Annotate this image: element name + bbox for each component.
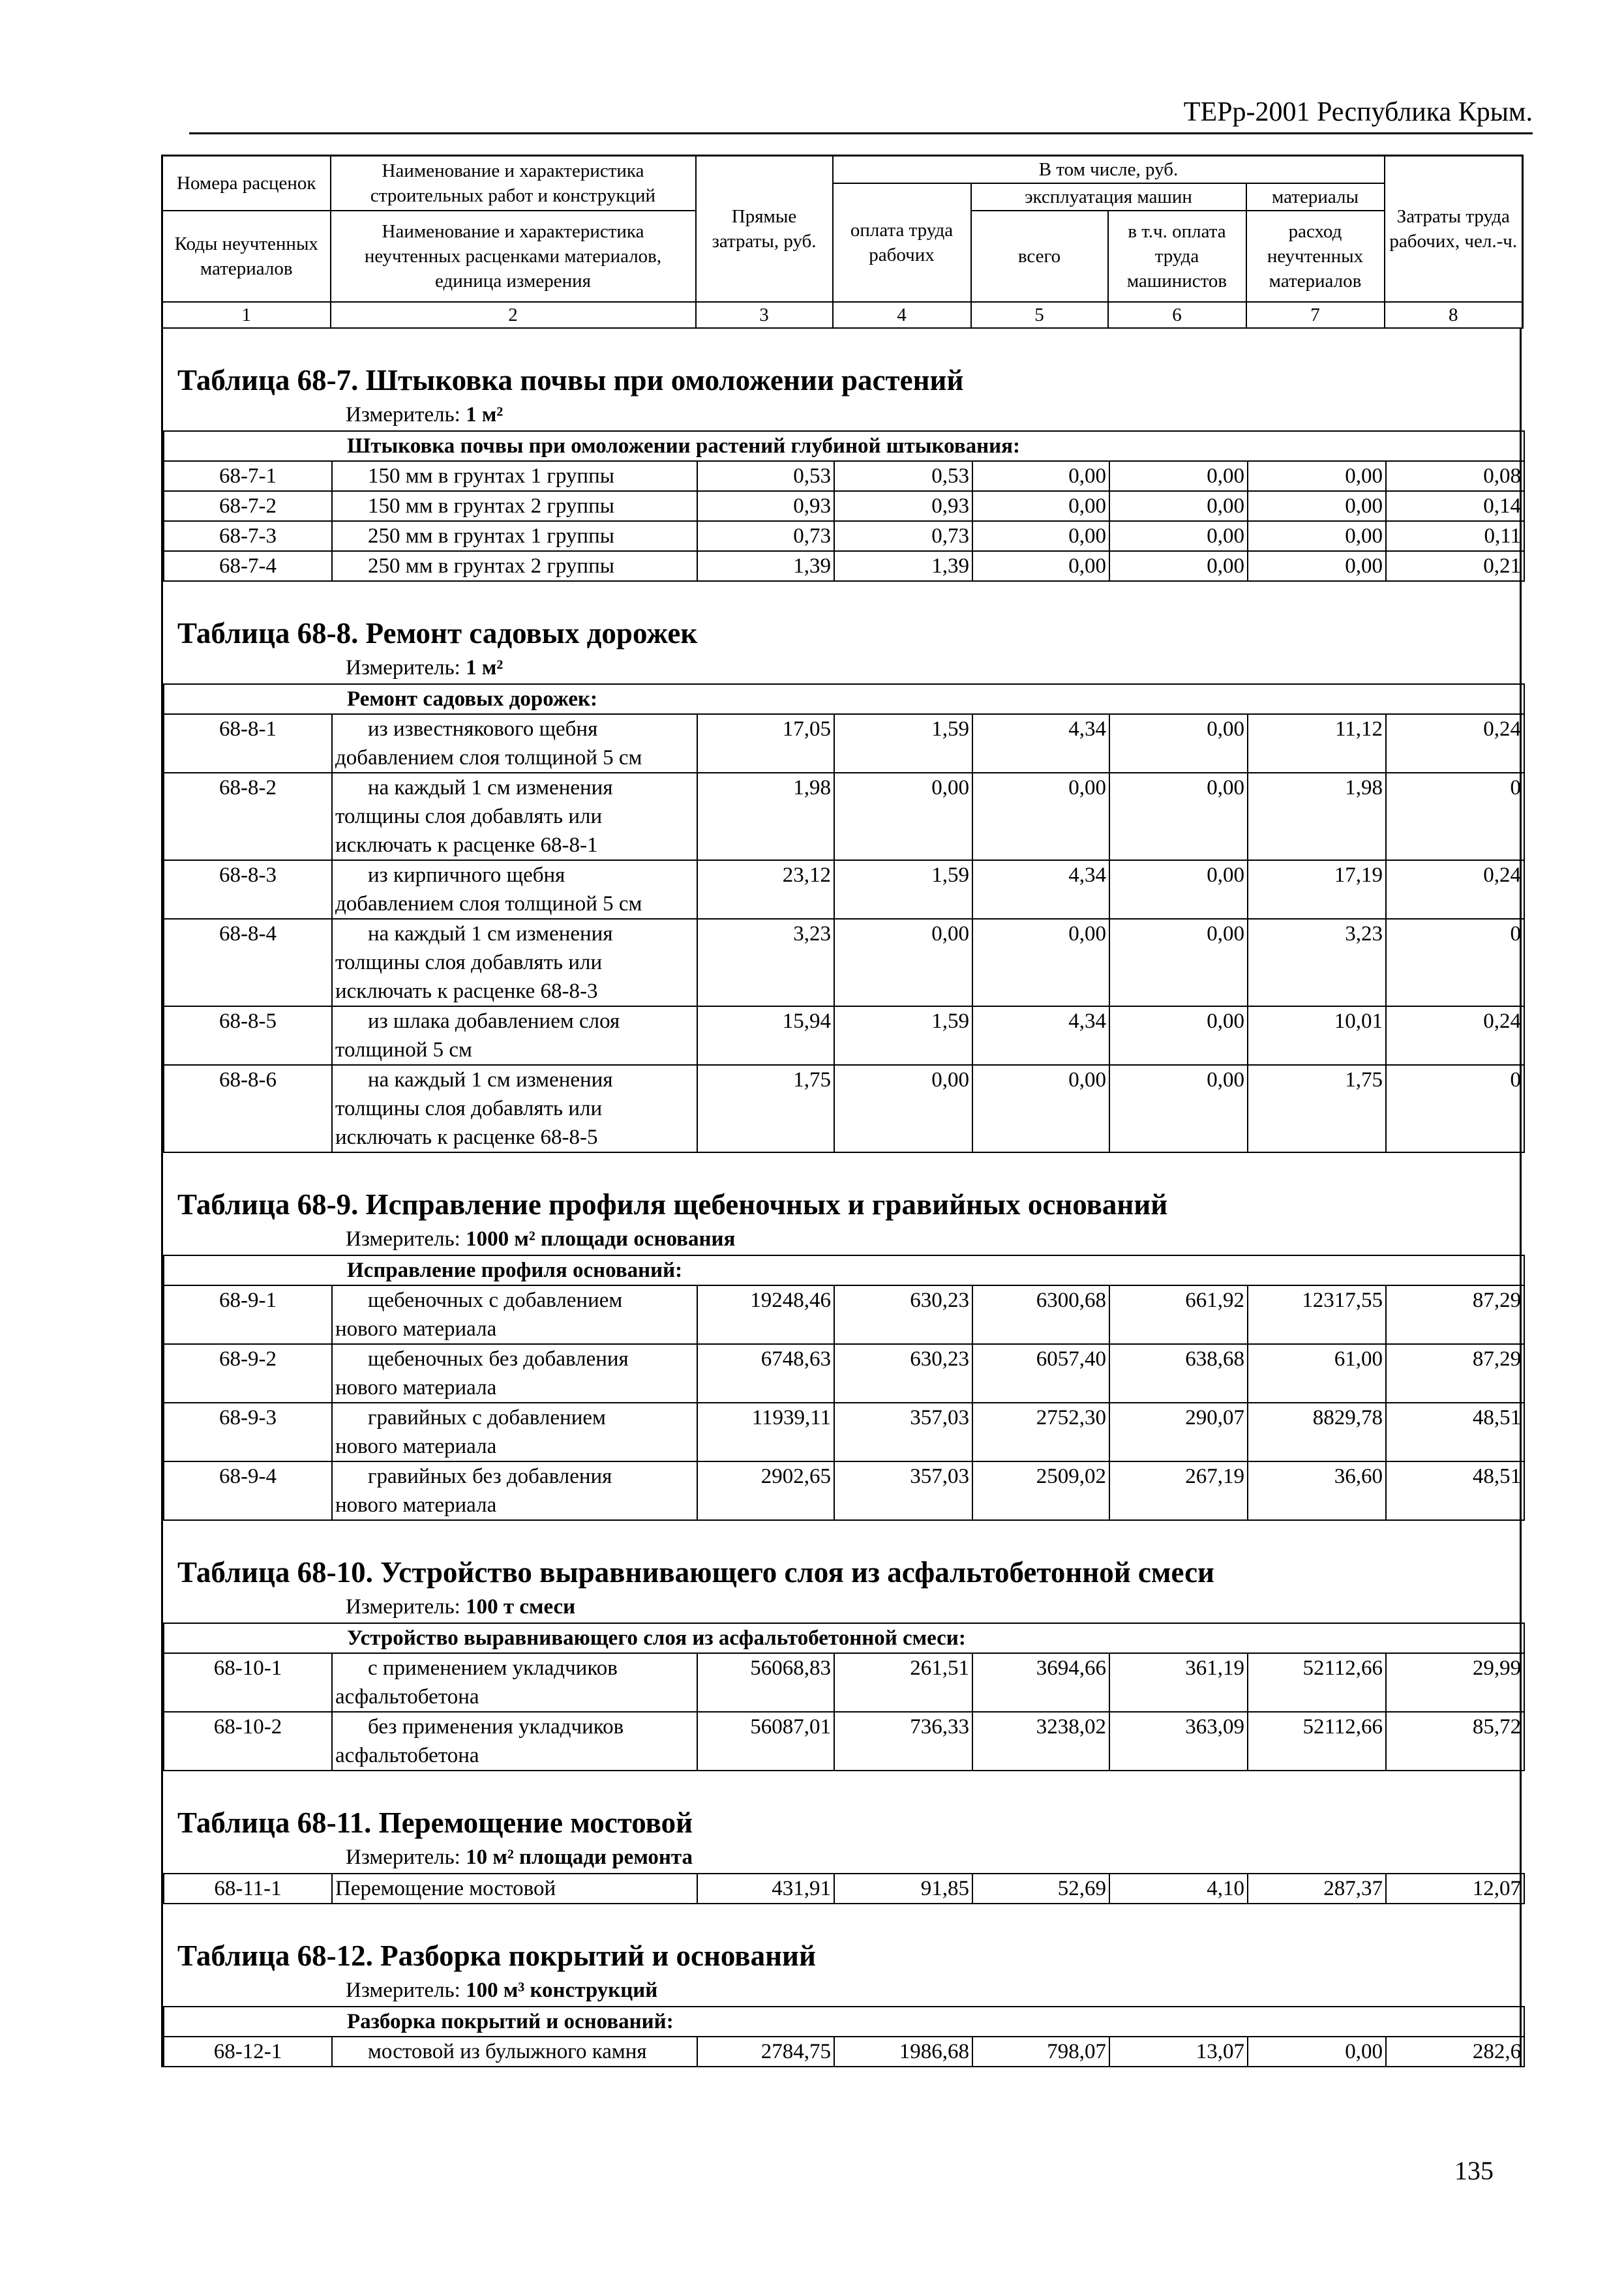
work-description [332,860,697,919]
cost-value: 0,00 [972,919,1109,1006]
description-line: асфальтобетона [335,1743,479,1767]
column-number: 7 [1246,302,1385,328]
cost-value: 261,51 [834,1653,972,1712]
cost-value: 0,00 [1109,551,1248,581]
description-line: нового материала [335,1317,497,1341]
cost-value: 52112,66 [1248,1712,1386,1771]
cost-value: 12317,55 [1248,1285,1386,1344]
cost-value: 0,00 [1109,919,1248,1006]
description-line: нового материала [335,1434,497,1458]
description-line: на каждый 1 см изменения [368,1068,613,1092]
description-line: 250 мм в грунтах 1 группы [368,524,614,548]
cost-value: 1,59 [834,1006,972,1065]
header-including-group: В том числе, руб. [833,156,1385,183]
cost-value: 0,73 [834,521,972,551]
column-number: 1 [162,302,331,328]
cost-value: 91,85 [834,1874,972,1904]
rate-code: 68-12-1 [164,2037,332,2067]
cost-value: 0,93 [834,491,972,521]
cost-value: 0,00 [972,1065,1109,1152]
cost-value: 282,6 [1386,2037,1524,2067]
table-row [164,1065,1524,1152]
cost-value: 3238,02 [972,1712,1109,1771]
rate-table [163,1623,1525,1771]
cost-value: 17,05 [697,714,834,773]
cost-value: 0,24 [1386,860,1524,919]
header-machines-total: всего [971,211,1108,302]
cost-value: 29,99 [1386,1653,1524,1712]
work-description [332,714,697,773]
cost-value: 1,98 [697,773,834,860]
measure-unit-label: Измеритель: [346,655,466,680]
description-line: гравийных без добавления [368,1464,612,1488]
column-number: 2 [331,302,696,328]
cost-value: 0,00 [1248,461,1386,491]
cost-value: 0,21 [1386,551,1524,581]
cost-value: 15,94 [697,1006,834,1065]
measure-unit-value: 100 м³ конструкций [466,1978,658,2002]
rate-table-section [161,1153,1522,1521]
cost-value: 0,00 [972,551,1109,581]
rate-table-section [161,1521,1522,1771]
header-work-name: Наименование и характеристика строительных работ и конструкций [331,156,696,211]
cost-value: 357,03 [834,1461,972,1520]
cost-value: 85,72 [1386,1712,1524,1771]
cost-value: 0,00 [1248,551,1386,581]
description-line: 150 мм в грунтах 1 группы [368,464,614,488]
description-line: толщины слоя добавлять или [335,804,603,828]
cost-value: 0 [1386,773,1524,860]
cost-value: 0,00 [1109,860,1248,919]
cost-value: 638,68 [1109,1344,1248,1403]
measure-unit-value: 100 т смеси [466,1594,576,1619]
table-row [164,2037,1524,2067]
rate-code: 68-9-4 [164,1461,332,1520]
cost-value: 56068,83 [697,1653,834,1712]
cost-value: 2752,30 [972,1403,1109,1461]
measure-unit-label: Измеритель: [346,1845,466,1869]
rate-table [163,1873,1525,1904]
cost-value: 0,00 [972,773,1109,860]
cost-value: 0,00 [1109,714,1248,773]
cost-value: 8829,78 [1248,1403,1386,1461]
header-material-names: Наименование и характеристика неучтенных расценками материалов, единица измерения [331,211,696,302]
cost-value: 0,00 [1109,773,1248,860]
header-direct-costs: Прямые затраты, руб. [696,156,833,302]
cost-value: 3,23 [1248,919,1386,1006]
cost-value: 19248,46 [697,1285,834,1344]
cost-value: 17,19 [1248,860,1386,919]
table-subheading: Ремонт садовых дорожек: [164,684,1524,714]
description-line: щебеночных с добавлением [368,1288,623,1312]
table-row [164,1874,1524,1904]
rate-code: 68-7-1 [164,461,332,491]
cost-value: 0,00 [1248,2037,1386,2067]
table-row [164,551,1524,581]
section-title: Таблица 68-9. Исправление профиля щебеночных и гравийных оснований [177,1188,1168,1221]
cost-value: 0,00 [1248,491,1386,521]
header-labor-hours: Затраты труда рабочих, чел.-ч. [1385,156,1523,302]
work-description [332,1874,697,1904]
cost-value: 4,10 [1109,1874,1248,1904]
cost-value: 0,00 [834,773,972,860]
cost-value: 290,07 [1109,1403,1248,1461]
cost-value: 36,60 [1248,1461,1386,1520]
section-title: Таблица 68-11. Перемощение мостовой [177,1806,693,1839]
description-line: 150 мм в грунтах 2 группы [368,494,614,518]
description-line: из известнякового щебня [368,717,598,741]
rate-code: 68-8-1 [164,714,332,773]
table-row [164,773,1524,860]
rate-table-section [161,1771,1522,1904]
table-row [164,521,1524,551]
cost-value: 1,39 [697,551,834,581]
cost-value: 267,19 [1109,1461,1248,1520]
measure-unit [163,402,1520,430]
work-description [332,1285,697,1344]
work-description [332,1712,697,1771]
table-subheading: Штыковка почвы при омоложении растений глубиной штыкования: [164,431,1524,461]
cost-value: 52112,66 [1248,1653,1386,1712]
measure-unit-label: Измеритель: [346,1978,466,2002]
measure-unit-value: 10 м² площади ремонта [466,1845,693,1869]
cost-value: 798,07 [972,2037,1109,2067]
description-line: добавлением слоя толщиной 5 см [335,745,642,770]
cost-value: 0,00 [972,461,1109,491]
rate-table [163,683,1525,1153]
description-line: исключать к расценке 68-8-5 [335,1125,598,1149]
description-line: с применением укладчиков [368,1656,618,1680]
cost-value: 0,00 [972,491,1109,521]
cost-value: 48,51 [1386,1403,1524,1461]
rate-table-section [161,329,1522,582]
measure-unit [163,1226,1520,1255]
description-line: без применения укладчиков [368,1714,624,1739]
description-line: Перемощение мостовой [335,1876,556,1900]
cost-value: 48,51 [1386,1461,1524,1520]
column-number: 4 [833,302,971,328]
cost-value: 11939,11 [697,1403,834,1461]
cost-value: 0,08 [1386,461,1524,491]
rate-code: 68-10-1 [164,1653,332,1712]
rate-code: 68-8-4 [164,919,332,1006]
description-line: нового материала [335,1375,497,1399]
cost-value: 361,19 [1109,1653,1248,1712]
column-header-table [161,155,1524,329]
work-description [332,1461,697,1520]
table-row [164,491,1524,521]
work-description [332,1344,697,1403]
table-row [164,1344,1524,1403]
cost-value: 1,98 [1248,773,1386,860]
cost-value: 630,23 [834,1344,972,1403]
description-line: 250 мм в грунтах 2 группы [368,554,614,578]
rate-code: 68-9-2 [164,1344,332,1403]
cost-value: 87,29 [1386,1344,1524,1403]
cost-value: 1986,68 [834,2037,972,2067]
rate-code: 68-8-5 [164,1006,332,1065]
description-line: толщины слоя добавлять или [335,1096,603,1120]
description-line: асфальтобетона [335,1684,479,1709]
cost-value: 2784,75 [697,2037,834,2067]
cost-value: 0,24 [1386,714,1524,773]
description-line: нового материала [335,1493,497,1517]
description-line: из кирпичного щебня [368,863,565,887]
sections-container [161,329,1522,2067]
cost-value: 3,23 [697,919,834,1006]
table-row [164,860,1524,919]
cost-value: 6300,68 [972,1285,1109,1344]
header-materials: материалы [1246,183,1385,211]
cost-value: 431,91 [697,1874,834,1904]
header-machines: эксплуатация машин [971,183,1246,211]
cost-value: 0,11 [1386,521,1524,551]
rate-table [163,430,1525,582]
cost-value: 1,59 [834,860,972,919]
cost-value: 1,75 [1248,1065,1386,1152]
table-subheading: Устройство выравнивающего слоя из асфальтобетонной смеси: [164,1623,1524,1653]
cost-value: 12,07 [1386,1874,1524,1904]
cost-value: 0,53 [697,461,834,491]
cost-value: 0,00 [1109,1065,1248,1152]
cost-value: 6748,63 [697,1344,834,1403]
table-subheading: Исправление профиля оснований: [164,1255,1524,1285]
table-row [164,1006,1524,1065]
section-title: Таблица 68-7. Штыковка почвы при омоложении растений [177,363,964,396]
cost-value: 11,12 [1248,714,1386,773]
table-row [164,1285,1524,1344]
rate-code: 68-9-3 [164,1403,332,1461]
cost-value: 56087,01 [697,1712,834,1771]
measure-unit-label: Измеритель: [346,1227,466,1251]
rates-document [161,155,1522,2067]
cost-value: 3694,66 [972,1653,1109,1712]
work-description [332,1065,697,1152]
cost-value: 0,00 [834,1065,972,1152]
cost-value: 0,00 [1248,521,1386,551]
cost-value: 363,09 [1109,1712,1248,1771]
rate-table-section [161,1904,1522,2067]
cost-value: 0,24 [1386,1006,1524,1065]
rate-code: 68-8-3 [164,860,332,919]
measure-unit-label: Измеритель: [346,402,466,426]
measure-unit [163,1594,1520,1623]
header-rate-numbers: Номера расценок [162,156,331,211]
cost-value: 0,93 [697,491,834,521]
page-number: 135 [1454,2156,1494,2185]
cost-value: 0 [1386,1065,1524,1152]
cost-value: 630,23 [834,1285,972,1344]
work-description [332,2037,697,2067]
cost-value: 0,00 [834,919,972,1006]
cost-value: 52,69 [972,1874,1109,1904]
description-line: гравийных с добавлением [368,1405,606,1429]
work-description [332,1653,697,1712]
rate-table [163,2006,1525,2067]
section-title: Таблица 68-12. Разборка покрытий и оснований [177,1939,816,1972]
measure-unit-value: 1 м² [466,655,504,680]
work-description [332,461,697,491]
description-line: мостовой из булыжного камня [368,2039,647,2063]
page-header: ТЕРр-2001 Республика Крым. [1183,97,1533,127]
cost-value: 0,53 [834,461,972,491]
work-description [332,1403,697,1461]
column-number: 8 [1385,302,1523,328]
work-description [332,773,697,860]
description-line: щебеночных без добавления [368,1347,629,1371]
work-description [332,521,697,551]
description-line: исключать к расценке 68-8-1 [335,833,598,857]
description-line: толщиной 5 см [335,1038,472,1062]
cost-value: 2509,02 [972,1461,1109,1520]
cost-value: 357,03 [834,1403,972,1461]
table-row [164,714,1524,773]
cost-value: 1,39 [834,551,972,581]
work-description [332,919,697,1006]
rate-code: 68-8-2 [164,773,332,860]
rate-code: 68-8-6 [164,1065,332,1152]
rate-table-section [161,582,1522,1153]
cost-value: 13,07 [1109,2037,1248,2067]
cost-value: 10,01 [1248,1006,1386,1065]
column-number: 5 [971,302,1108,328]
table-row [164,1403,1524,1461]
cost-value: 0,00 [1109,491,1248,521]
header-rule [189,132,1533,134]
measure-unit [163,1977,1520,2006]
table-subheading: Разборка покрытий и оснований: [164,2007,1524,2037]
description-line: на каждый 1 см изменения [368,775,613,800]
table-row [164,461,1524,491]
header-material-codes: Коды неучтенных материалов [162,211,331,302]
header-unaccounted-materials: расход неучтенных материалов [1246,211,1385,302]
cost-value: 0,14 [1386,491,1524,521]
description-line: толщины слоя добавлять или [335,950,603,974]
table-row [164,919,1524,1006]
cost-value: 4,34 [972,714,1109,773]
rate-code: 68-9-1 [164,1285,332,1344]
table-row [164,1653,1524,1712]
measure-unit-value: 1 м² [466,402,504,426]
column-number: 3 [696,302,833,328]
cost-value: 0,00 [1109,1006,1248,1065]
rate-code: 68-10-2 [164,1712,332,1771]
cost-value: 0,00 [1109,461,1248,491]
rate-table [163,1255,1525,1521]
work-description [332,551,697,581]
work-description [332,491,697,521]
column-number: 6 [1108,302,1246,328]
measure-unit-value: 1000 м² площади основания [466,1227,736,1251]
section-title: Таблица 68-8. Ремонт садовых дорожек [177,616,698,650]
cost-value: 4,34 [972,860,1109,919]
cost-value: 287,37 [1248,1874,1386,1904]
section-title: Таблица 68-10. Устройство выравнивающего слоя из асфальтобетонной смеси [177,1555,1214,1589]
cost-value: 2902,65 [697,1461,834,1520]
table-row [164,1712,1524,1771]
header-operator-pay: в т.ч. оплата труда машинистов [1108,211,1246,302]
cost-value: 1,75 [697,1065,834,1152]
column-number-row [162,302,1523,328]
rate-code: 68-7-4 [164,551,332,581]
cost-value: 61,00 [1248,1344,1386,1403]
cost-value: 87,29 [1386,1285,1524,1344]
measure-unit-label: Измеритель: [346,1594,466,1619]
cost-value: 1,59 [834,714,972,773]
description-line: из шлака добавлением слоя [368,1009,620,1033]
cost-value: 4,34 [972,1006,1109,1065]
rate-code: 68-7-2 [164,491,332,521]
cost-value: 736,33 [834,1712,972,1771]
measure-unit [163,655,1520,683]
cost-value: 6057,40 [972,1344,1109,1403]
rate-code: 68-11-1 [164,1874,332,1904]
description-line: добавлением слоя толщиной 5 см [335,891,642,916]
cost-value: 661,92 [1109,1285,1248,1344]
cost-value: 0 [1386,919,1524,1006]
cost-value: 0,00 [972,521,1109,551]
header-worker-pay: оплата труда рабочих [833,183,971,302]
cost-value: 0,73 [697,521,834,551]
measure-unit [163,1844,1520,1873]
cost-value: 0,00 [1109,521,1248,551]
rate-code: 68-7-3 [164,521,332,551]
description-line: на каждый 1 см изменения [368,921,613,946]
work-description [332,1006,697,1065]
description-line: исключать к расценке 68-8-3 [335,979,598,1003]
table-row [164,1461,1524,1520]
cost-value: 23,12 [697,860,834,919]
